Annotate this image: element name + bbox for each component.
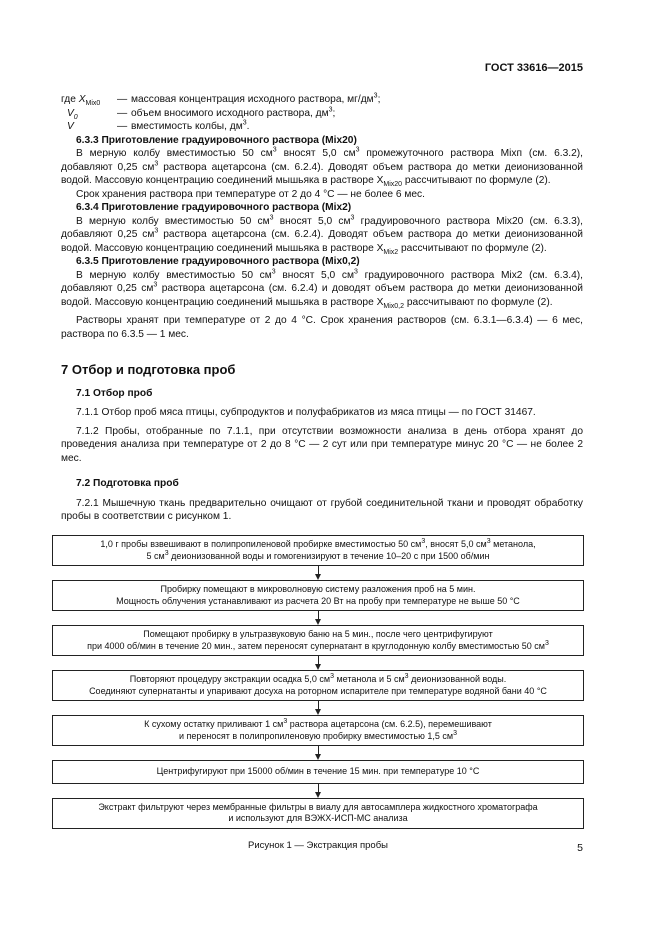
extraction-flowchart [52, 535, 584, 852]
flow-step-7: Экстракт фильтруют через мембранные фильтры в виалу для автосамплера жидкостного хроматографа и используют для ВЭЖХ-ИСП-МС анализа [52, 798, 584, 829]
paragraph-7-1-2: 7.1.2 Пробы, отобранные по 7.1.1, при отсутствии возможности анализа в день отбора хранят до проведения анализа при температуре от 2 до 8 °С — 2 сут или при температуре минус 20 °С — не более 2 мес. [61, 425, 583, 464]
flow-step-5: К сухому остатку приливают 1 $см^3$ раствора ацетарсона (см. 6.2.5), перемешивают и переносят в полипропиленовую пробирку вместимостью 1,5 $см^3$ [52, 715, 584, 746]
section-6-3-4-paragraph: В мерную колбу вместимостью 50 $см^3$ вносят 5,0 $см^3$ градуировочного раствора Mix20 (см. 6.3.3), добавляют 0,25 $см^3$ раствора ацетарсона (см. 6.2.4). Доводят объем раствора до метки деионизованной водой. Массовую концентрацию соединений мышьяка в растворе $X_{Mix2}$ рассчитывают по формуле (2). [61, 214, 583, 256]
flow-arrow [52, 566, 584, 580]
flow-step-4: Повторяют процедуру экстракции осадка 5,0 $см^3$ метанола и 5 $см^3$ деионизованной воды. Соединяют супернатанты и упаривают досуха на роторном испарителе при температуре водяной бани 40 °С [52, 670, 584, 701]
flow-arrow [52, 784, 584, 798]
flow-arrow [52, 611, 584, 625]
page-number: 5 [577, 842, 583, 854]
flow-step-3: Помещают пробирку в ультразвуковую баню на 5 мин., после чего центрифугируют при 4000 об/мин в течение 20 мин., затем переносят супернатант в круглодонную колбу вместимостью 50 $см^3$ [52, 625, 584, 656]
section-7-2-heading: 7.2 Подготовка проб [76, 478, 179, 489]
flow-arrow [52, 701, 584, 715]
section-6-3-5-title: 6.3.5 Приготовление градуировочного раствора (Mix0,2) [76, 256, 360, 267]
flow-step-6: Центрифугируют при 15000 об/мин в течение 15 мин. при температуре 10 °С [52, 760, 584, 784]
section-6-3-3-storage: Срок хранения раствора при температуре от 2 до 4 °С — не более 6 мес. [76, 188, 425, 200]
paragraph-7-2-1: 7.2.1 Мышечную ткань предварительно очищают от грубой соединительной ткани и проводят обработку пробы в соответствии с рисунком 1. [61, 497, 583, 522]
section-6-3-5-paragraph: В мерную колбу вместимостью 50 $см^3$ вносят 5,0 $см^3$ градуировочного раствора Mix2 (см. 6.3.4), добавляют 0,25 $см^3$ раствора ацетарсона (см. 6.2.4) и доводят объем раствора до метки деионизованной водой. Массовую концентрацию соединений мышьяка в растворе $X_{Mix0,2}$ рассчитывают по формуле (2). [61, 268, 584, 310]
definition-row: V — вместимость колбы, $дм^3$. [67, 119, 250, 132]
section-6-3-3-title: 6.3.3 Приготовление градуировочного раствора (Mix20) [76, 134, 357, 146]
paragraph-7-1-1: 7.1.1 Отбор проб мяса птицы, субпродуктов и полуфабрикатов из мяса птицы — по ГОСТ 31467. [76, 407, 536, 418]
section-7-heading: 7 Отбор и подготовка проб [61, 362, 236, 377]
flow-step-1: 1,0 г пробы взвешивают в полипропиленовой пробирке вместимостью 50 $см^3$, вносят 5,0 $см^3$ метанола, 5 $см^3$ деионизованной воды и гомогенизируют в течение 10–20 с при 1500 об/мин [52, 535, 584, 566]
section-6-3-4-title: 6.3.4 Приготовление градуировочного раствора (Mix2) [76, 202, 352, 213]
storage-paragraph: Растворы хранят при температуре от 2 до 4 °С. Срок хранения растворов (см. 6.3.1—6.3.4) — 6 мес, раствора по 6.3.5 — 1 мес. [61, 315, 583, 340]
flow-arrow [52, 746, 584, 760]
definition-row: где $X_{Mix0}$ — массовая концентрация исходного раствора, $мг/дм^3$; [61, 92, 381, 108]
section-7-1-heading: 7.1 Отбор проб [76, 387, 153, 399]
flow-step-2: Пробирку помещают в микроволновую систему разложения проб на 5 мин. Мощность облучения устанавливают из расчета 20 Вт на пробу при температуре не выше 50 °С [52, 580, 584, 611]
flow-arrow [52, 656, 584, 670]
section-6-3-3-paragraph: В мерную колбу вместимостью 50 $см^3$ вносят 5,0 $см^3$ промежуточного раствора Mixп (см. 6.3.2), добавляют 0,25 $см^3$ раствора ацетарсона (см. 6.2.4). Доводят объем раствора до метки деионизованной водой. Массовую концентрацию соединений мышьяка в растворе $X_{Mix20}$ рассчитывают по формуле (2). [61, 146, 584, 189]
document-code: ГОСТ 33616—2015 [484, 62, 583, 74]
definition-row: $V_0$ — объем вносимого исходного раствора, $дм^3$; [67, 106, 336, 121]
variable-definitions [61, 93, 583, 134]
document-body [61, 93, 583, 524]
figure-caption: Рисунок 1 — Экстракция пробы [248, 839, 388, 851]
